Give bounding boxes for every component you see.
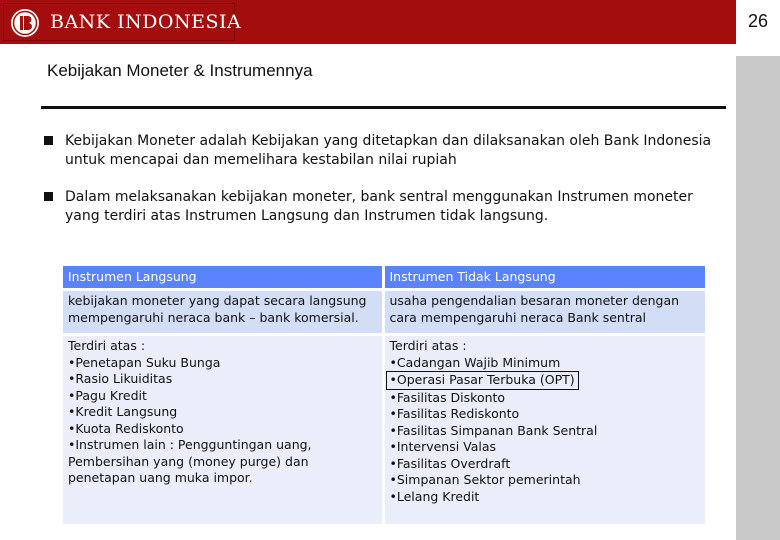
indirect-intro: Terdiri atas : bbox=[389, 338, 467, 353]
bullet-square-icon bbox=[44, 192, 53, 201]
bullet-text: Kebijakan Moneter adalah Kebijakan yang ditetapkan dan dilaksanakan oleh Bank Indonesia untuk mencapai dan memelihara kestabilan nilai rupiah bbox=[65, 133, 712, 168]
indirect-list bbox=[385, 336, 706, 524]
list-item: •Simpanan Sektor pemerintah bbox=[389, 472, 581, 487]
list-item: •Intervensi Valas bbox=[389, 439, 497, 454]
list-item: •Fasilitas Simpanan Bank Sentral bbox=[389, 422, 598, 438]
bullet-text: Dalam melaksanakan kebijakan moneter, bank sentral menggunakan Instrumen moneter yang terdiri atas Instrumen Langsung dan Instrumen tidak langsung. bbox=[65, 189, 693, 224]
table-row bbox=[63, 336, 705, 524]
bank-emblem-icon bbox=[10, 8, 40, 38]
table-row bbox=[63, 291, 705, 333]
list-item: •Fasilitas Rediskonto bbox=[389, 406, 520, 421]
direct-definition: kebijakan moneter yang dapat secara langsung mempengaruhi neraca bank – bank komersial. bbox=[63, 291, 382, 333]
bank-name: BANK INDONESIA bbox=[50, 11, 242, 33]
table-header-row bbox=[63, 266, 705, 288]
list-item: •Instrumen lain : Pengguntingan uang, Pembersihan yang (money purge) dan penetapan uang muka impor. bbox=[68, 437, 312, 485]
title-divider bbox=[41, 106, 726, 109]
list-item-highlighted bbox=[390, 371, 701, 390]
opt-highlight-box: •Operasi Pasar Terbuka (OPT) bbox=[386, 371, 579, 390]
list-item: •Kredit Langsung bbox=[68, 404, 178, 419]
slide-title: Kebijakan Moneter & Instrumennya bbox=[47, 61, 313, 80]
header-bar bbox=[0, 0, 780, 44]
indirect-definition: usaha pengendalian besaran moneter dengan cara mempengaruhi neraca Bank sentral bbox=[385, 291, 706, 333]
bank-logo bbox=[3, 3, 242, 41]
header-indirect: Instrumen Tidak Langsung bbox=[385, 266, 706, 288]
list-item: •Cadangan Wajib Minimum bbox=[389, 354, 561, 370]
list-item: •Fasilitas Diskonto bbox=[389, 389, 506, 405]
direct-intro: Terdiri atas : bbox=[68, 338, 146, 353]
list-item: •Rasio Likuiditas bbox=[68, 371, 173, 386]
list-item: •Pagu Kredit bbox=[68, 387, 147, 403]
page-number: 26 bbox=[747, 11, 769, 31]
page-number-box bbox=[736, 0, 780, 44]
instrument-table bbox=[60, 263, 708, 527]
list-item: •Lelang Kredit bbox=[389, 488, 480, 504]
header-direct: Instrumen Langsung bbox=[63, 266, 382, 288]
right-side-bar bbox=[736, 56, 780, 540]
list-item: •Fasilitas Overdraft bbox=[389, 455, 511, 471]
list-item: •Kuota Rediskonto bbox=[68, 420, 184, 436]
direct-list bbox=[63, 336, 382, 524]
list-item: •Penetapan Suku Bunga bbox=[68, 354, 221, 370]
bullet-square-icon bbox=[44, 136, 53, 145]
